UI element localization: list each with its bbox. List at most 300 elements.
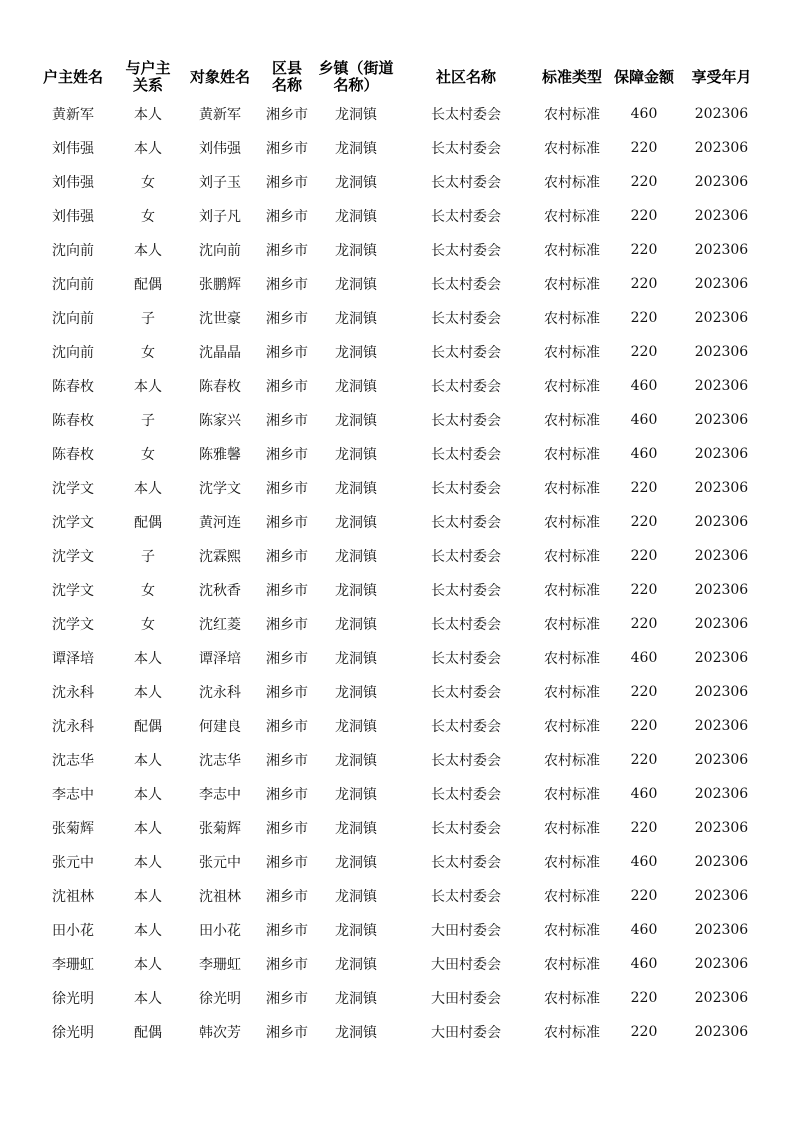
cell-subsidy-amount: 220 bbox=[630, 242, 658, 258]
cell-county-name: 湘乡市 bbox=[266, 957, 308, 973]
cell-benefit-month: 202306 bbox=[694, 514, 749, 530]
table-row bbox=[32, 131, 763, 165]
cell-beneficiary-name: 韩次芳 bbox=[199, 1025, 241, 1041]
cell-township-name: 龙洞镇 bbox=[335, 855, 377, 871]
cell-county-name: 湘乡市 bbox=[266, 379, 308, 395]
cell-standard-type: 农村标准 bbox=[544, 651, 600, 667]
cell-beneficiary-name: 沈永科 bbox=[199, 685, 241, 701]
table-row bbox=[32, 777, 763, 811]
table-row bbox=[32, 675, 763, 709]
cell-community-name: 大田村委会 bbox=[431, 923, 501, 939]
cell-subsidy-amount: 220 bbox=[630, 582, 658, 598]
table-row bbox=[32, 743, 763, 777]
cell-community-name: 长太村委会 bbox=[431, 889, 501, 905]
cell-relation-to-head: 本人 bbox=[134, 855, 162, 871]
cell-beneficiary-name: 谭泽培 bbox=[199, 651, 241, 667]
cell-standard-type: 农村标准 bbox=[544, 719, 600, 735]
cell-standard-type: 农村标准 bbox=[544, 413, 600, 429]
cell-community-name: 长太村委会 bbox=[431, 141, 501, 157]
cell-beneficiary-name: 刘子玉 bbox=[199, 175, 241, 191]
table-body bbox=[32, 97, 763, 1049]
cell-household-head-name: 刘伟强 bbox=[52, 141, 94, 157]
cell-beneficiary-name: 沈霖熙 bbox=[199, 549, 241, 565]
cell-household-head-name: 陈春枚 bbox=[52, 413, 94, 429]
cell-household-head-name: 沈祖林 bbox=[52, 889, 94, 905]
cell-county-name: 湘乡市 bbox=[266, 141, 308, 157]
cell-household-head-name: 李珊虹 bbox=[52, 957, 94, 973]
cell-beneficiary-name: 沈秋香 bbox=[199, 583, 241, 599]
cell-beneficiary-name: 沈红菱 bbox=[199, 617, 241, 633]
cell-household-head-name: 谭泽培 bbox=[52, 651, 94, 667]
cell-community-name: 长太村委会 bbox=[431, 481, 501, 497]
cell-benefit-month: 202306 bbox=[694, 1024, 749, 1040]
cell-county-name: 湘乡市 bbox=[266, 107, 308, 123]
cell-standard-type: 农村标准 bbox=[544, 209, 600, 225]
cell-standard-type: 农村标准 bbox=[544, 855, 600, 871]
cell-standard-type: 农村标准 bbox=[544, 787, 600, 803]
cell-relation-to-head: 女 bbox=[141, 617, 155, 633]
table-row bbox=[32, 301, 763, 335]
cell-beneficiary-name: 李珊虹 bbox=[199, 957, 241, 973]
cell-benefit-month: 202306 bbox=[694, 276, 749, 292]
cell-standard-type: 农村标准 bbox=[544, 991, 600, 1007]
cell-subsidy-amount: 220 bbox=[630, 718, 658, 734]
cell-beneficiary-name: 沈志华 bbox=[199, 753, 241, 769]
column-header-relation-to-head bbox=[114, 57, 182, 97]
cell-community-name: 长太村委会 bbox=[431, 413, 501, 429]
cell-township-name: 龙洞镇 bbox=[335, 923, 377, 939]
cell-relation-to-head: 子 bbox=[141, 311, 155, 327]
cell-subsidy-amount: 220 bbox=[630, 548, 658, 564]
cell-subsidy-amount: 220 bbox=[630, 344, 658, 360]
cell-subsidy-amount: 220 bbox=[630, 514, 658, 530]
cell-county-name: 湘乡市 bbox=[266, 481, 308, 497]
cell-beneficiary-name: 沈晶晶 bbox=[199, 345, 241, 361]
cell-beneficiary-name: 沈世豪 bbox=[199, 311, 241, 327]
cell-benefit-month: 202306 bbox=[694, 344, 749, 360]
cell-household-head-name: 沈学文 bbox=[52, 481, 94, 497]
cell-household-head-name: 沈学文 bbox=[52, 617, 94, 633]
cell-community-name: 大田村委会 bbox=[431, 991, 501, 1007]
cell-township-name: 龙洞镇 bbox=[335, 175, 377, 191]
column-header-line: 社区名称 bbox=[435, 67, 496, 86]
cell-community-name: 长太村委会 bbox=[431, 277, 501, 293]
cell-benefit-month: 202306 bbox=[694, 174, 749, 190]
cell-household-head-name: 徐光明 bbox=[52, 1025, 94, 1041]
cell-community-name: 长太村委会 bbox=[431, 685, 501, 701]
cell-benefit-month: 202306 bbox=[694, 956, 749, 972]
cell-township-name: 龙洞镇 bbox=[335, 141, 377, 157]
cell-standard-type: 农村标准 bbox=[544, 311, 600, 327]
cell-standard-type: 农村标准 bbox=[544, 447, 600, 463]
cell-relation-to-head: 本人 bbox=[134, 243, 162, 259]
cell-relation-to-head: 本人 bbox=[134, 481, 162, 497]
cell-benefit-month: 202306 bbox=[694, 718, 749, 734]
cell-benefit-month: 202306 bbox=[694, 888, 749, 904]
cell-household-head-name: 沈向前 bbox=[52, 277, 94, 293]
cell-township-name: 龙洞镇 bbox=[335, 821, 377, 837]
cell-standard-type: 农村标准 bbox=[544, 583, 600, 599]
cell-township-name: 龙洞镇 bbox=[335, 515, 377, 531]
cell-community-name: 长太村委会 bbox=[431, 447, 501, 463]
cell-benefit-month: 202306 bbox=[694, 650, 749, 666]
cell-township-name: 龙洞镇 bbox=[335, 345, 377, 361]
cell-benefit-month: 202306 bbox=[694, 378, 749, 394]
cell-township-name: 龙洞镇 bbox=[335, 549, 377, 565]
table-row bbox=[32, 403, 763, 437]
cell-standard-type: 农村标准 bbox=[544, 277, 600, 293]
cell-beneficiary-name: 何建良 bbox=[199, 719, 241, 735]
cell-benefit-month: 202306 bbox=[694, 106, 749, 122]
cell-relation-to-head: 本人 bbox=[134, 991, 162, 1007]
cell-household-head-name: 沈永科 bbox=[52, 685, 94, 701]
cell-relation-to-head: 配偶 bbox=[134, 719, 162, 735]
cell-benefit-month: 202306 bbox=[694, 922, 749, 938]
cell-community-name: 长太村委会 bbox=[431, 379, 501, 395]
table-row bbox=[32, 233, 763, 267]
cell-household-head-name: 陈春枚 bbox=[52, 447, 94, 463]
cell-subsidy-amount: 220 bbox=[630, 752, 658, 768]
cell-relation-to-head: 女 bbox=[141, 209, 155, 225]
cell-county-name: 湘乡市 bbox=[266, 889, 308, 905]
cell-standard-type: 农村标准 bbox=[544, 379, 600, 395]
cell-community-name: 长太村委会 bbox=[431, 345, 501, 361]
table-row bbox=[32, 947, 763, 981]
cell-county-name: 湘乡市 bbox=[266, 753, 308, 769]
cell-household-head-name: 沈志华 bbox=[52, 753, 94, 769]
cell-relation-to-head: 本人 bbox=[134, 379, 162, 395]
cell-county-name: 湘乡市 bbox=[266, 413, 308, 429]
cell-relation-to-head: 女 bbox=[141, 583, 155, 599]
cell-relation-to-head: 本人 bbox=[134, 787, 162, 803]
cell-township-name: 龙洞镇 bbox=[335, 379, 377, 395]
cell-community-name: 长太村委会 bbox=[431, 787, 501, 803]
cell-subsidy-amount: 460 bbox=[630, 854, 658, 870]
cell-beneficiary-name: 陈春枚 bbox=[199, 379, 241, 395]
cell-county-name: 湘乡市 bbox=[266, 277, 308, 293]
column-header-township-name bbox=[316, 57, 396, 97]
cell-household-head-name: 田小花 bbox=[52, 923, 94, 939]
cell-standard-type: 农村标准 bbox=[544, 685, 600, 701]
cell-subsidy-amount: 220 bbox=[630, 208, 658, 224]
cell-relation-to-head: 本人 bbox=[134, 685, 162, 701]
cell-county-name: 湘乡市 bbox=[266, 515, 308, 531]
table-row bbox=[32, 505, 763, 539]
cell-township-name: 龙洞镇 bbox=[335, 719, 377, 735]
cell-subsidy-amount: 220 bbox=[630, 1024, 658, 1040]
cell-standard-type: 农村标准 bbox=[544, 821, 600, 837]
cell-subsidy-amount: 220 bbox=[630, 684, 658, 700]
cell-township-name: 龙洞镇 bbox=[335, 685, 377, 701]
column-header-benefit-month bbox=[680, 57, 763, 97]
cell-subsidy-amount: 220 bbox=[630, 990, 658, 1006]
column-header-line: 名称 bbox=[271, 76, 302, 94]
cell-beneficiary-name: 张元中 bbox=[199, 855, 241, 871]
cell-community-name: 长太村委会 bbox=[431, 617, 501, 633]
table-row bbox=[32, 97, 763, 131]
cell-household-head-name: 沈永科 bbox=[52, 719, 94, 735]
table-row bbox=[32, 573, 763, 607]
cell-household-head-name: 徐光明 bbox=[52, 991, 94, 1007]
cell-benefit-month: 202306 bbox=[694, 752, 749, 768]
cell-beneficiary-name: 刘伟强 bbox=[199, 141, 241, 157]
cell-county-name: 湘乡市 bbox=[266, 923, 308, 939]
cell-benefit-month: 202306 bbox=[694, 820, 749, 836]
table-row bbox=[32, 913, 763, 947]
cell-subsidy-amount: 460 bbox=[630, 956, 658, 972]
cell-subsidy-amount: 460 bbox=[630, 378, 658, 394]
roster-table bbox=[32, 57, 763, 1049]
column-header-line: 对象姓名 bbox=[189, 67, 250, 86]
cell-benefit-month: 202306 bbox=[694, 616, 749, 632]
cell-township-name: 龙洞镇 bbox=[335, 413, 377, 429]
cell-beneficiary-name: 张鹏辉 bbox=[199, 277, 241, 293]
table-row bbox=[32, 641, 763, 675]
cell-township-name: 龙洞镇 bbox=[335, 243, 377, 259]
cell-township-name: 龙洞镇 bbox=[335, 311, 377, 327]
cell-household-head-name: 沈学文 bbox=[52, 515, 94, 531]
cell-relation-to-head: 女 bbox=[141, 447, 155, 463]
cell-subsidy-amount: 220 bbox=[630, 140, 658, 156]
cell-county-name: 湘乡市 bbox=[266, 447, 308, 463]
cell-county-name: 湘乡市 bbox=[266, 855, 308, 871]
column-header-line: 与户主 bbox=[125, 59, 171, 77]
cell-benefit-month: 202306 bbox=[694, 786, 749, 802]
cell-beneficiary-name: 陈雅馨 bbox=[199, 447, 241, 463]
cell-county-name: 湘乡市 bbox=[266, 685, 308, 701]
cell-county-name: 湘乡市 bbox=[266, 243, 308, 259]
cell-community-name: 长太村委会 bbox=[431, 753, 501, 769]
cell-subsidy-amount: 460 bbox=[630, 106, 658, 122]
cell-household-head-name: 张元中 bbox=[52, 855, 94, 871]
cell-standard-type: 农村标准 bbox=[544, 549, 600, 565]
table-row bbox=[32, 539, 763, 573]
column-header-county-name bbox=[258, 57, 316, 97]
cell-beneficiary-name: 沈向前 bbox=[199, 243, 241, 259]
column-header-line: 乡镇（街道 bbox=[318, 59, 394, 77]
cell-relation-to-head: 本人 bbox=[134, 753, 162, 769]
cell-township-name: 龙洞镇 bbox=[335, 447, 377, 463]
cell-township-name: 龙洞镇 bbox=[335, 481, 377, 497]
cell-household-head-name: 沈学文 bbox=[52, 549, 94, 565]
cell-county-name: 湘乡市 bbox=[266, 175, 308, 191]
cell-community-name: 长太村委会 bbox=[431, 821, 501, 837]
cell-household-head-name: 李志中 bbox=[52, 787, 94, 803]
cell-benefit-month: 202306 bbox=[694, 480, 749, 496]
cell-benefit-month: 202306 bbox=[694, 310, 749, 326]
cell-community-name: 长太村委会 bbox=[431, 549, 501, 565]
cell-standard-type: 农村标准 bbox=[544, 175, 600, 191]
table-row bbox=[32, 709, 763, 743]
cell-household-head-name: 沈向前 bbox=[52, 243, 94, 259]
cell-relation-to-head: 女 bbox=[141, 175, 155, 191]
cell-township-name: 龙洞镇 bbox=[335, 889, 377, 905]
cell-subsidy-amount: 220 bbox=[630, 616, 658, 632]
cell-relation-to-head: 女 bbox=[141, 345, 155, 361]
table-row bbox=[32, 981, 763, 1015]
cell-beneficiary-name: 张菊辉 bbox=[199, 821, 241, 837]
column-header-line: 标准类型 bbox=[541, 67, 602, 86]
column-header-line: 名称） bbox=[333, 76, 379, 94]
column-header-standard-type bbox=[536, 57, 608, 97]
cell-relation-to-head: 本人 bbox=[134, 821, 162, 837]
cell-benefit-month: 202306 bbox=[694, 854, 749, 870]
cell-beneficiary-name: 沈祖林 bbox=[199, 889, 241, 905]
column-header-beneficiary-name bbox=[182, 57, 258, 97]
table-row bbox=[32, 607, 763, 641]
cell-subsidy-amount: 220 bbox=[630, 310, 658, 326]
cell-relation-to-head: 子 bbox=[141, 549, 155, 565]
column-header-line: 关系 bbox=[132, 76, 163, 94]
cell-township-name: 龙洞镇 bbox=[335, 991, 377, 1007]
cell-subsidy-amount: 220 bbox=[630, 888, 658, 904]
column-header-line: 区县 bbox=[271, 59, 302, 77]
cell-benefit-month: 202306 bbox=[694, 140, 749, 156]
cell-county-name: 湘乡市 bbox=[266, 311, 308, 327]
table-row bbox=[32, 335, 763, 369]
cell-county-name: 湘乡市 bbox=[266, 583, 308, 599]
column-header-community-name bbox=[396, 57, 536, 97]
cell-township-name: 龙洞镇 bbox=[335, 107, 377, 123]
cell-county-name: 湘乡市 bbox=[266, 991, 308, 1007]
cell-household-head-name: 沈向前 bbox=[52, 345, 94, 361]
table-row bbox=[32, 165, 763, 199]
column-header-household-head-name bbox=[32, 57, 114, 97]
column-header-line: 保障金额 bbox=[613, 67, 674, 86]
cell-beneficiary-name: 黄河连 bbox=[199, 515, 241, 531]
cell-benefit-month: 202306 bbox=[694, 242, 749, 258]
cell-benefit-month: 202306 bbox=[694, 990, 749, 1006]
cell-household-head-name: 张菊辉 bbox=[52, 821, 94, 837]
cell-township-name: 龙洞镇 bbox=[335, 1025, 377, 1041]
cell-household-head-name: 沈向前 bbox=[52, 311, 94, 327]
cell-township-name: 龙洞镇 bbox=[335, 787, 377, 803]
cell-standard-type: 农村标准 bbox=[544, 107, 600, 123]
table-row bbox=[32, 199, 763, 233]
cell-benefit-month: 202306 bbox=[694, 412, 749, 428]
cell-township-name: 龙洞镇 bbox=[335, 617, 377, 633]
cell-community-name: 长太村委会 bbox=[431, 651, 501, 667]
cell-household-head-name: 沈学文 bbox=[52, 583, 94, 599]
cell-county-name: 湘乡市 bbox=[266, 821, 308, 837]
cell-household-head-name: 刘伟强 bbox=[52, 175, 94, 191]
cell-beneficiary-name: 沈学文 bbox=[199, 481, 241, 497]
cell-relation-to-head: 配偶 bbox=[134, 515, 162, 531]
cell-relation-to-head: 本人 bbox=[134, 923, 162, 939]
column-header-line: 户主姓名 bbox=[42, 67, 103, 86]
header-row bbox=[32, 57, 763, 97]
cell-beneficiary-name: 徐光明 bbox=[199, 991, 241, 1007]
table-row bbox=[32, 811, 763, 845]
cell-standard-type: 农村标准 bbox=[544, 345, 600, 361]
cell-benefit-month: 202306 bbox=[694, 208, 749, 224]
cell-standard-type: 农村标准 bbox=[544, 889, 600, 905]
cell-community-name: 长太村委会 bbox=[431, 107, 501, 123]
cell-township-name: 龙洞镇 bbox=[335, 753, 377, 769]
cell-county-name: 湘乡市 bbox=[266, 787, 308, 803]
cell-beneficiary-name: 李志中 bbox=[199, 787, 241, 803]
cell-subsidy-amount: 460 bbox=[630, 650, 658, 666]
table-row bbox=[32, 879, 763, 913]
cell-community-name: 大田村委会 bbox=[431, 1025, 501, 1041]
cell-township-name: 龙洞镇 bbox=[335, 209, 377, 225]
table-row bbox=[32, 437, 763, 471]
cell-household-head-name: 黄新军 bbox=[52, 107, 94, 123]
cell-relation-to-head: 配偶 bbox=[134, 1025, 162, 1041]
cell-standard-type: 农村标准 bbox=[544, 515, 600, 531]
cell-community-name: 长太村委会 bbox=[431, 209, 501, 225]
cell-household-head-name: 陈春枚 bbox=[52, 379, 94, 395]
cell-standard-type: 农村标准 bbox=[544, 617, 600, 633]
cell-benefit-month: 202306 bbox=[694, 582, 749, 598]
cell-county-name: 湘乡市 bbox=[266, 719, 308, 735]
cell-county-name: 湘乡市 bbox=[266, 209, 308, 225]
table-row bbox=[32, 267, 763, 301]
column-header-line: 享受年月 bbox=[691, 67, 752, 86]
column-header-subsidy-amount bbox=[608, 57, 680, 97]
cell-township-name: 龙洞镇 bbox=[335, 957, 377, 973]
table-row bbox=[32, 369, 763, 403]
cell-county-name: 湘乡市 bbox=[266, 345, 308, 361]
cell-standard-type: 农村标准 bbox=[544, 923, 600, 939]
cell-subsidy-amount: 220 bbox=[630, 820, 658, 836]
cell-relation-to-head: 本人 bbox=[134, 651, 162, 667]
cell-subsidy-amount: 220 bbox=[630, 174, 658, 190]
cell-standard-type: 农村标准 bbox=[544, 243, 600, 259]
cell-community-name: 大田村委会 bbox=[431, 957, 501, 973]
cell-relation-to-head: 本人 bbox=[134, 889, 162, 905]
cell-community-name: 长太村委会 bbox=[431, 243, 501, 259]
cell-county-name: 湘乡市 bbox=[266, 1025, 308, 1041]
cell-beneficiary-name: 陈家兴 bbox=[199, 413, 241, 429]
cell-standard-type: 农村标准 bbox=[544, 1025, 600, 1041]
table-header bbox=[32, 57, 763, 97]
cell-township-name: 龙洞镇 bbox=[335, 277, 377, 293]
cell-relation-to-head: 本人 bbox=[134, 141, 162, 157]
table-row bbox=[32, 845, 763, 879]
cell-household-head-name: 刘伟强 bbox=[52, 209, 94, 225]
cell-standard-type: 农村标准 bbox=[544, 141, 600, 157]
cell-county-name: 湘乡市 bbox=[266, 651, 308, 667]
table-row bbox=[32, 471, 763, 505]
cell-subsidy-amount: 220 bbox=[630, 276, 658, 292]
cell-subsidy-amount: 460 bbox=[630, 922, 658, 938]
cell-community-name: 长太村委会 bbox=[431, 583, 501, 599]
table-row bbox=[32, 1015, 763, 1049]
cell-benefit-month: 202306 bbox=[694, 446, 749, 462]
cell-subsidy-amount: 460 bbox=[630, 446, 658, 462]
cell-community-name: 长太村委会 bbox=[431, 515, 501, 531]
cell-relation-to-head: 本人 bbox=[134, 957, 162, 973]
cell-relation-to-head: 本人 bbox=[134, 107, 162, 123]
cell-community-name: 长太村委会 bbox=[431, 855, 501, 871]
cell-community-name: 长太村委会 bbox=[431, 311, 501, 327]
cell-standard-type: 农村标准 bbox=[544, 481, 600, 497]
cell-community-name: 长太村委会 bbox=[431, 719, 501, 735]
cell-beneficiary-name: 黄新军 bbox=[199, 107, 241, 123]
cell-community-name: 长太村委会 bbox=[431, 175, 501, 191]
cell-county-name: 湘乡市 bbox=[266, 617, 308, 633]
cell-subsidy-amount: 460 bbox=[630, 412, 658, 428]
cell-standard-type: 农村标准 bbox=[544, 957, 600, 973]
cell-beneficiary-name: 刘子凡 bbox=[199, 209, 241, 225]
cell-township-name: 龙洞镇 bbox=[335, 651, 377, 667]
cell-standard-type: 农村标准 bbox=[544, 753, 600, 769]
cell-relation-to-head: 配偶 bbox=[134, 277, 162, 293]
cell-beneficiary-name: 田小花 bbox=[199, 923, 241, 939]
cell-county-name: 湘乡市 bbox=[266, 549, 308, 565]
cell-relation-to-head: 子 bbox=[141, 413, 155, 429]
